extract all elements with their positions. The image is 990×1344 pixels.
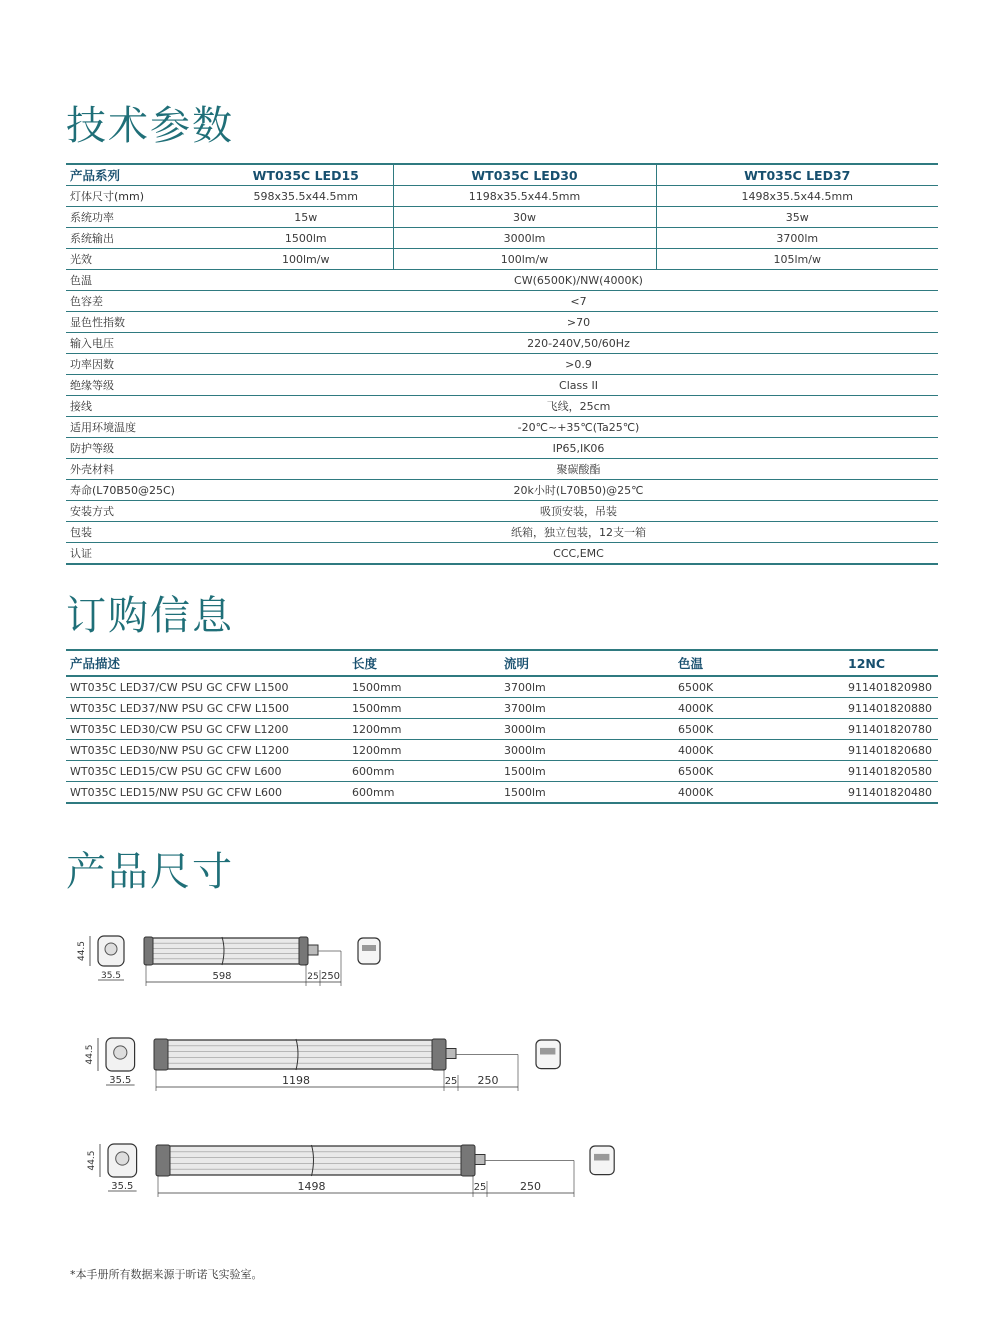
spec-value: >70 [219, 312, 938, 333]
dimension-label: 44.5 [87, 1150, 97, 1171]
spec-label: 认证 [66, 543, 219, 565]
end-cap [461, 1145, 475, 1176]
spec-value: 3700lm [656, 228, 938, 249]
dimension-label: 25 [473, 1182, 487, 1193]
order-section-title: 订购信息 [66, 593, 234, 639]
order-header: 色温 [674, 650, 844, 676]
spec-label: 输入电压 [66, 333, 219, 354]
spec-row [66, 543, 938, 565]
end-cap-logo [362, 945, 376, 951]
spec-value: 20k小时(L70B50)@25℃ [219, 480, 938, 501]
dimension-label: 25 [307, 972, 319, 982]
spec-row [66, 291, 938, 312]
order-12nc: 911401820480 [844, 782, 938, 804]
end-cap [154, 1039, 168, 1070]
spec-value: CCC,EMC [219, 543, 938, 565]
spec-value: 1498x35.5x44.5mm [656, 186, 938, 207]
spec-row [66, 438, 938, 459]
order-cct: 6500K [674, 761, 844, 782]
spec-row [66, 375, 938, 396]
spec-label: 接线 [66, 396, 219, 417]
dims-section-title: 产品尺寸 [66, 849, 234, 895]
order-header: 产品描述 [66, 650, 348, 676]
dimension-label: 35.5 [111, 1181, 134, 1192]
order-header: 流明 [500, 650, 674, 676]
spec-row [66, 228, 938, 249]
spec-label: 色温 [66, 270, 219, 291]
spec-label: 色容差 [66, 291, 219, 312]
luminaire-body [156, 1040, 444, 1069]
spec-label: 防护等级 [66, 438, 219, 459]
order-12nc: 911401820880 [844, 698, 938, 719]
order-description: WT035C LED30/CW PSU GC CFW L1200 [66, 719, 348, 740]
dimension-label: 250 [477, 1074, 499, 1087]
spec-row [66, 501, 938, 522]
spec-value: -20℃~+35℃(Ta25℃) [219, 417, 938, 438]
spec-value: 35w [656, 207, 938, 228]
spec-value: CW(6500K)/NW(4000K) [219, 270, 938, 291]
spec-value: 105lm/w [656, 249, 938, 270]
order-row [66, 698, 938, 719]
end-cap [156, 1145, 170, 1176]
spec-value: 30w [393, 207, 656, 228]
cable-gland [446, 1049, 456, 1059]
order-cct: 4000K [674, 740, 844, 761]
dimension-label: 1198 [282, 1074, 310, 1087]
dimension-label: 35.5 [109, 1075, 132, 1086]
order-12nc: 911401820780 [844, 719, 938, 740]
order-lumen: 1500lm [500, 761, 674, 782]
spec-label: 外壳材料 [66, 459, 219, 480]
spec-row [66, 354, 938, 375]
spec-label: 显色性指数 [66, 312, 219, 333]
spec-value: 15w [219, 207, 393, 228]
spec-row [66, 333, 938, 354]
spec-value: 220-240V,50/60Hz [219, 333, 938, 354]
spec-value: 吸顶安装，吊装 [219, 501, 938, 522]
dimension-label: 44.5 [77, 940, 87, 962]
spec-row [66, 459, 938, 480]
dimension-label: 25 [444, 1076, 458, 1087]
spec-label: 寿命(L70B50@25C) [66, 480, 219, 501]
dimension-label: 35.5 [100, 971, 122, 981]
spec-label: 功率因数 [66, 354, 219, 375]
order-12nc: 911401820980 [844, 676, 938, 698]
dimension-label: 598 [212, 971, 232, 982]
end-view-hole [116, 1152, 129, 1165]
spec-value: IP65,IK06 [219, 438, 938, 459]
order-cct: 4000K [674, 698, 844, 719]
footnote: *本手册所有数据来源于昕诺飞实验室。 [70, 1268, 263, 1281]
spec-label: 绝缘等级 [66, 375, 219, 396]
order-row [66, 761, 938, 782]
order-12nc: 911401820580 [844, 761, 938, 782]
dimension-label: 250 [320, 971, 341, 982]
spec-value: <7 [219, 291, 938, 312]
order-row [66, 676, 938, 698]
dimension-drawing [87, 1144, 614, 1197]
order-lumen: 3000lm [500, 719, 674, 740]
order-description: WT035C LED15/NW PSU GC CFW L600 [66, 782, 348, 804]
spec-label: 适用环境温度 [66, 417, 219, 438]
order-row [66, 740, 938, 761]
order-length: 1200mm [348, 719, 500, 740]
spec-label: 安装方式 [66, 501, 219, 522]
end-view-hole [114, 1046, 127, 1059]
spec-header: 产品系列 [66, 164, 219, 186]
end-cap-logo [594, 1154, 609, 1161]
dimension-label: 1498 [297, 1180, 326, 1193]
spec-value: 聚碳酸酯 [219, 459, 938, 480]
order-row [66, 719, 938, 740]
end-view-hole [105, 943, 117, 955]
spec-row [66, 249, 938, 270]
spec-row [66, 396, 938, 417]
dimension-label: 250 [520, 1180, 541, 1193]
spec-header: WT035C LED15 [219, 164, 393, 186]
order-length: 1500mm [348, 698, 500, 719]
spec-value: 纸箱，独立包装，12支一箱 [219, 522, 938, 543]
end-cap [144, 937, 153, 965]
order-header: 长度 [348, 650, 500, 676]
order-lumen: 3700lm [500, 676, 674, 698]
order-description: WT035C LED37/CW PSU GC CFW L1500 [66, 676, 348, 698]
spec-table [66, 163, 938, 565]
spec-header-row [66, 164, 938, 186]
order-lumen: 3700lm [500, 698, 674, 719]
order-12nc: 911401820680 [844, 740, 938, 761]
luminaire-body [146, 938, 306, 964]
end-cap [432, 1039, 446, 1070]
order-description: WT035C LED30/NW PSU GC CFW L1200 [66, 740, 348, 761]
spec-row [66, 186, 938, 207]
order-row [66, 782, 938, 804]
order-length: 1500mm [348, 676, 500, 698]
luminaire-body [158, 1146, 473, 1175]
order-header: 12NC [844, 650, 938, 676]
spec-value: >0.9 [219, 354, 938, 375]
spec-label: 系统输出 [66, 228, 219, 249]
spec-value: 1500lm [219, 228, 393, 249]
spec-value: Class II [219, 375, 938, 396]
order-length: 1200mm [348, 740, 500, 761]
spec-value: 1198x35.5x44.5mm [393, 186, 656, 207]
order-length: 600mm [348, 761, 500, 782]
spec-section-title: 技术参数 [66, 103, 234, 149]
spec-label: 包装 [66, 522, 219, 543]
spec-value: 100lm/w [219, 249, 393, 270]
spec-row [66, 312, 938, 333]
spec-row [66, 207, 938, 228]
end-cap [299, 937, 308, 965]
spec-value: 598x35.5x44.5mm [219, 186, 393, 207]
cable-gland [308, 945, 318, 955]
spec-value: 100lm/w [393, 249, 656, 270]
end-cap-logo [540, 1048, 555, 1055]
order-description: WT035C LED37/NW PSU GC CFW L1500 [66, 698, 348, 719]
order-length: 600mm [348, 782, 500, 804]
spec-row [66, 417, 938, 438]
cable-gland [475, 1155, 485, 1165]
order-description: WT035C LED15/CW PSU GC CFW L600 [66, 761, 348, 782]
order-cct: 6500K [674, 719, 844, 740]
spec-row [66, 522, 938, 543]
dimension-label: 44.5 [85, 1044, 95, 1065]
spec-label: 灯体尺寸(mm) [66, 186, 219, 207]
dimension-drawing [85, 1038, 560, 1091]
order-table [66, 649, 938, 804]
spec-header: WT035C LED30 [393, 164, 656, 186]
order-cct: 4000K [674, 782, 844, 804]
order-cct: 6500K [674, 676, 844, 698]
spec-label: 系统功率 [66, 207, 219, 228]
spec-value: 3000lm [393, 228, 656, 249]
spec-row [66, 270, 938, 291]
spec-row [66, 480, 938, 501]
order-lumen: 3000lm [500, 740, 674, 761]
order-header-row [66, 650, 938, 676]
spec-value: 飞线，25cm [219, 396, 938, 417]
order-lumen: 1500lm [500, 782, 674, 804]
dimension-drawings [66, 920, 666, 1220]
spec-header: WT035C LED37 [656, 164, 938, 186]
dimension-drawing [77, 936, 380, 986]
spec-label: 光效 [66, 249, 219, 270]
